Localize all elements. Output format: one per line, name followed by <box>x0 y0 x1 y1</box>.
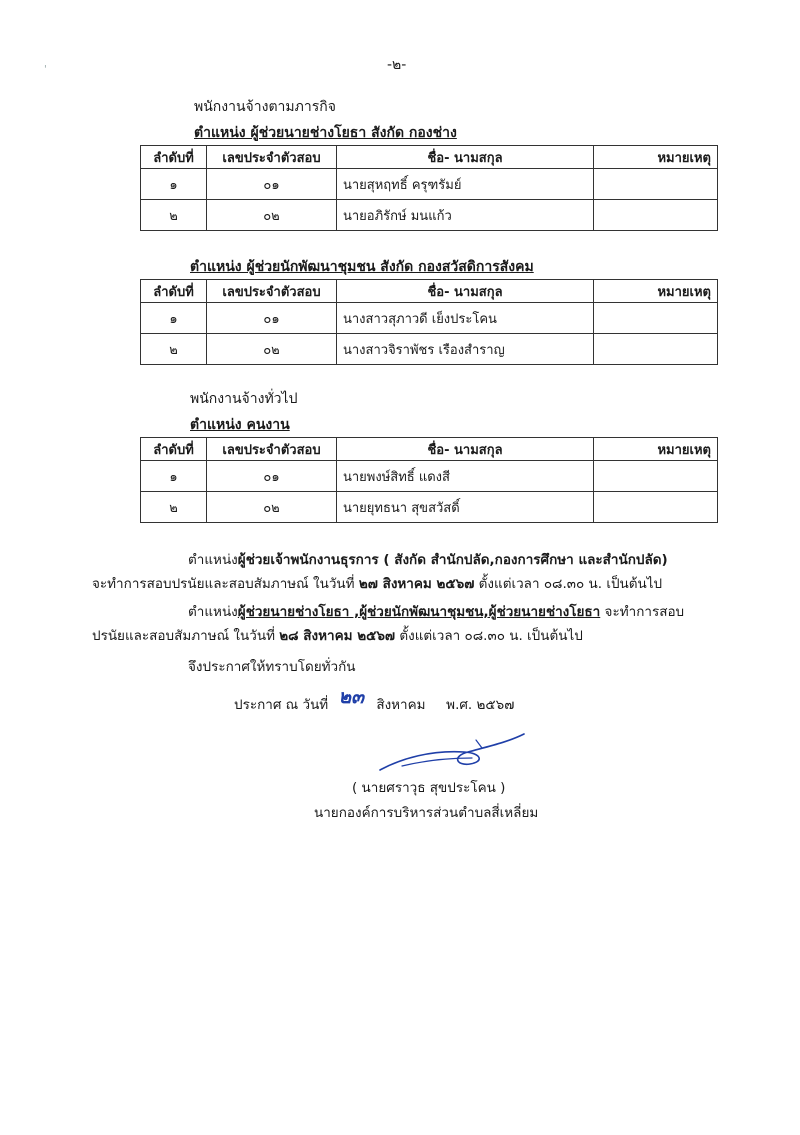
stray-mark: ' <box>44 64 47 75</box>
results-table <box>140 437 718 523</box>
cell-name: นางสาวสุภาวดี เย็งประโคน <box>337 303 594 334</box>
header-exam-id: เลขประจำตัวสอบ <box>207 280 337 303</box>
table-row <box>141 303 718 334</box>
signatory-title: นายกองค์การบริหารส่วนตำบลสี่เหลี่ยม <box>314 805 539 821</box>
section-position-title: ตำแหน่ง ผู้ช่วยนายช่างโยธา สังกัด กองช่าง <box>194 125 457 141</box>
header-name: ชื่อ- นามสกุล <box>337 146 594 169</box>
schedule-positions: ผู้ช่วยนายช่างโยธา ,ผู้ช่วยนักพัฒนาชุมชน,ผู้ช่วยนายช่างโยธา <box>237 604 601 620</box>
table-header-row <box>141 146 718 169</box>
table-row <box>141 492 718 523</box>
schedule-date: ๒๗ สิงหาคม ๒๕๖๗ <box>358 576 475 592</box>
cell-note <box>594 169 718 200</box>
cell-note <box>594 334 718 365</box>
section-category: พนักงานจ้างตามภารกิจ <box>194 99 336 115</box>
schedule-lead: ตำแหน่ง <box>188 552 238 568</box>
header-seq: ลำดับที่ <box>141 438 207 461</box>
cell-seq: ๑ <box>141 303 207 334</box>
cell-exam-id: ๐๑ <box>207 461 337 492</box>
section-category: พนักงานจ้างทั่วไป <box>190 391 298 407</box>
table-row <box>141 169 718 200</box>
cell-seq: ๑ <box>141 169 207 200</box>
schedule-positions: ผู้ช่วยเจ้าพนักงานธุรการ ( สังกัด สำนักปลัด,กองการศึกษา และสำนักปลัด) <box>237 552 668 568</box>
cell-exam-id: ๐๒ <box>207 200 337 231</box>
cell-name: นางสาวจิราพัชร เรืองสำราญ <box>337 334 594 365</box>
schedule-text: ปรนัยและสอบสัมภาษณ์ ในวันที่ <box>92 628 280 644</box>
cell-seq: ๑ <box>141 461 207 492</box>
table-header-row <box>141 280 718 303</box>
header-name: ชื่อ- นามสกุล <box>337 438 594 461</box>
results-table <box>140 145 718 231</box>
cell-note <box>594 200 718 231</box>
schedule-date: ๒๘ สิงหาคม ๒๕๖๗ <box>279 628 396 644</box>
schedule-time: ตั้งแต่เวลา ๐๘.๓๐ น. เป็นต้นไป <box>395 628 583 644</box>
schedule-text: จะทำการสอบ <box>600 604 685 620</box>
cell-name: นายอภิรักษ์ มนแก้ว <box>337 200 594 231</box>
header-note: หมายเหตุ <box>594 438 718 461</box>
schedule-paragraph-1-line-2 <box>92 572 662 594</box>
header-exam-id: เลขประจำตัวสอบ <box>207 438 337 461</box>
cell-name: นายสุหฤทธิ์ ครุฑรัมย์ <box>337 169 594 200</box>
cell-note <box>594 461 718 492</box>
results-table <box>140 279 718 365</box>
cell-note <box>594 303 718 334</box>
header-name: ชื่อ- นามสกุล <box>337 280 594 303</box>
table-header-row <box>141 438 718 461</box>
schedule-paragraph-2-line-1 <box>188 600 684 622</box>
schedule-lead: ตำแหน่ง <box>188 604 238 620</box>
page-number: -๒- <box>387 57 407 73</box>
announcement-date-line <box>234 688 514 718</box>
section-position-title: ตำแหน่ง คนงาน <box>190 417 290 433</box>
signature-image <box>372 728 532 778</box>
announcement-line: จึงประกาศให้ทราบโดยทั่วกัน <box>188 659 356 675</box>
header-note: หมายเหตุ <box>594 280 718 303</box>
schedule-paragraph-1-line-1 <box>188 548 668 570</box>
table-row <box>141 461 718 492</box>
schedule-paragraph-2-line-2 <box>92 624 583 646</box>
signatory-name: ( นายศราวุธ สุขประโคน ) <box>352 780 506 796</box>
date-month: สิงหาคม <box>376 697 426 713</box>
schedule-text: จะทำการสอบปรนัยและสอบสัมภาษณ์ ในวันที่ <box>92 576 359 592</box>
header-exam-id: เลขประจำตัวสอบ <box>207 146 337 169</box>
cell-exam-id: ๐๒ <box>207 492 337 523</box>
cell-name: นายพงษ์สิทธิ์ แดงสี <box>337 461 594 492</box>
cell-exam-id: ๐๑ <box>207 303 337 334</box>
header-note: หมายเหตุ <box>594 146 718 169</box>
cell-exam-id: ๐๒ <box>207 334 337 365</box>
cell-seq: ๒ <box>141 334 207 365</box>
cell-seq: ๒ <box>141 492 207 523</box>
header-seq: ลำดับที่ <box>141 146 207 169</box>
date-prefix: ประกาศ ณ วันที่ <box>234 697 329 713</box>
cell-name: นายยุทธนา สุขสวัสดิ์ <box>337 492 594 523</box>
table-row <box>141 200 718 231</box>
cell-exam-id: ๐๑ <box>207 169 337 200</box>
header-seq: ลำดับที่ <box>141 280 207 303</box>
handwritten-day: ๒๓ <box>338 686 365 708</box>
table-row <box>141 334 718 365</box>
schedule-time: ตั้งแต่เวลา ๐๘.๓๐ น. เป็นต้นไป <box>474 576 663 592</box>
cell-seq: ๒ <box>141 200 207 231</box>
date-year: พ.ศ. ๒๕๖๗ <box>446 697 515 713</box>
section-position-title: ตำแหน่ง ผู้ช่วยนักพัฒนาชุมชน สังกัด กองสวัสดิการสังคม <box>190 259 534 275</box>
cell-note <box>594 492 718 523</box>
